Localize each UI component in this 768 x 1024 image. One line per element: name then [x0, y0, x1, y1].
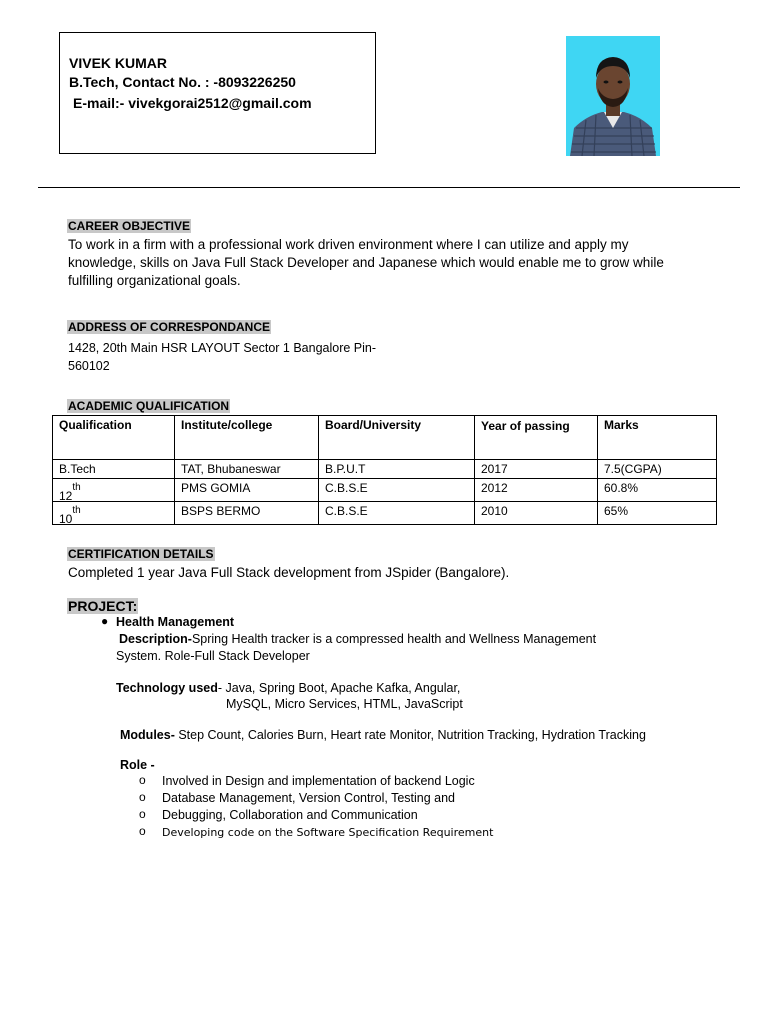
academic-table [52, 415, 717, 525]
address-heading: ADDRESS OF CORRESPONDANCE [68, 320, 271, 334]
institute-cell: PMS GOMIA [175, 479, 319, 502]
email-line: E-mail:- vivekgorai2512@gmail.com [73, 95, 312, 111]
circle-bullet-icon: o [139, 824, 146, 838]
certification-heading: CERTIFICATION DETAILS [68, 547, 214, 561]
contact-line: B.Tech, Contact No. : -8093226250 [69, 74, 296, 90]
qualification-cell: B.Tech [53, 460, 175, 479]
career-objective-text [68, 236, 748, 290]
board-cell: C.B.S.E [319, 502, 475, 525]
career-line: knowledge, skills on Java Full Stack Developer and Japanese which would enable me to grow while [68, 255, 664, 270]
profile-photo [566, 36, 660, 156]
technology-label: Technology used [116, 681, 218, 695]
qualification-cell: 12th [53, 479, 175, 502]
modules [120, 727, 646, 744]
year-cell: 2012 [475, 479, 598, 502]
bullet-icon: ● [101, 614, 109, 628]
circle-bullet-icon: o [139, 773, 146, 787]
modules-text: Step Count, Calories Burn, Heart rate Monitor, Nutrition Tracking, Hydration Tracking [174, 728, 646, 742]
academic-heading: ACADEMIC QUALIFICATION [68, 399, 230, 413]
role-item: Involved in Design and implementation of backend Logic [162, 774, 475, 788]
board-cell: B.P.U.T [319, 460, 475, 479]
career-line: To work in a firm with a professional work driven environment where I can utilize and apply my [68, 237, 629, 252]
description-text: Spring Health tracker is a compressed health and Wellness Management [191, 632, 597, 646]
institute-cell: BSPS BERMO [175, 502, 319, 525]
certification-text: Completed 1 year Java Full Stack development from JSpider (Bangalore). [68, 565, 510, 580]
column-header: Qualification [53, 416, 175, 460]
circle-bullet-icon: o [139, 790, 146, 804]
year-cell: 2010 [475, 502, 598, 525]
role-item: Developing code on the Software Specification Requirement [162, 826, 494, 839]
description-label: Description- [119, 632, 192, 646]
profile-photo-icon [566, 36, 660, 156]
column-header: Year of passing [475, 416, 598, 460]
description-line2: System. Role-Full Stack Developer [116, 649, 310, 663]
table-row [53, 479, 717, 502]
table-row [53, 460, 717, 479]
marks-cell: 60.8% [598, 479, 717, 502]
role-label: Role - [120, 758, 155, 772]
table-header-row [53, 416, 717, 460]
year-cell: 2017 [475, 460, 598, 479]
column-header: Institute/college [175, 416, 319, 460]
table-row [53, 502, 717, 525]
marks-cell: 7.5(CGPA) [598, 460, 717, 479]
institute-cell: TAT, Bhubaneswar [175, 460, 319, 479]
project-title: Health Management [116, 615, 235, 629]
technology-used [116, 680, 460, 697]
column-header: Marks [598, 416, 717, 460]
column-header: Board/University [319, 416, 475, 460]
board-cell: C.B.S.E [319, 479, 475, 502]
career-objective-heading: CAREER OBJECTIVE [68, 219, 191, 233]
qualification-cell: 10th [53, 502, 175, 525]
header-box [59, 32, 376, 154]
marks-cell: 65% [598, 502, 717, 525]
technology-line2: MySQL, Micro Services, HTML, JavaScript [226, 697, 463, 711]
career-line: fulfilling organizational goals. [68, 273, 241, 288]
header-divider [38, 187, 740, 188]
project-description [119, 631, 596, 648]
address-line: 560102 [68, 359, 110, 373]
role-item: Database Management, Version Control, Testing and [162, 791, 456, 805]
address-text [68, 339, 376, 375]
candidate-name: VIVEK KUMAR [69, 55, 168, 71]
modules-label: Modules- [120, 728, 175, 742]
circle-bullet-icon: o [139, 807, 146, 821]
project-heading: PROJECT: [68, 598, 138, 614]
role-item: Debugging, Collaboration and Communication [162, 808, 418, 822]
address-line: 1428, 20th Main HSR LAYOUT Sector 1 Bangalore Pin- [68, 341, 377, 355]
technology-text: - Java, Spring Boot, Apache Kafka, Angular, [217, 681, 461, 695]
